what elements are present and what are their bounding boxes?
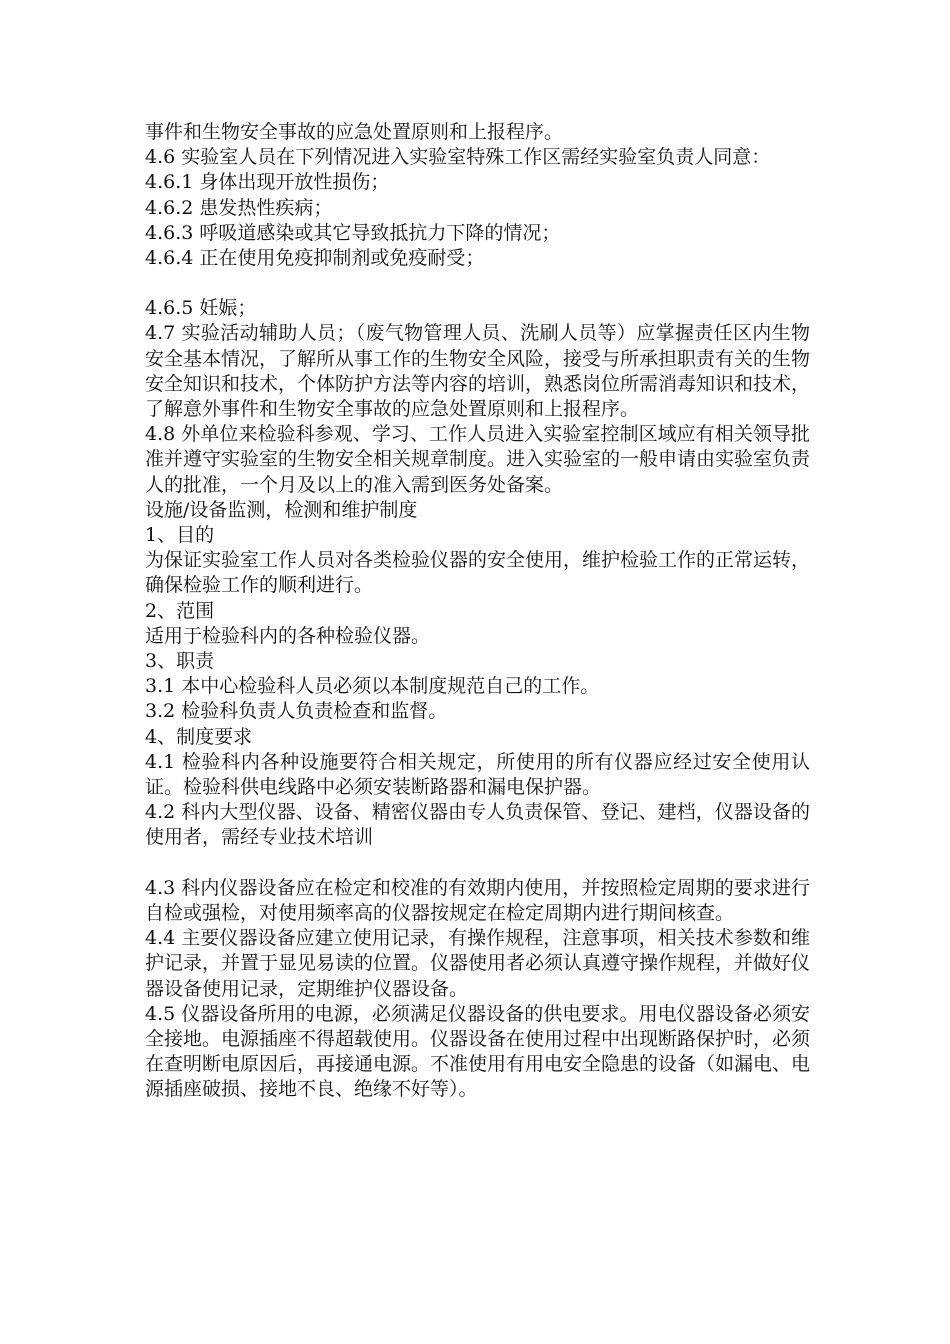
- paragraph: 4.7 实验活动辅助人员；（废气物管理人员、洗刷人员等）应掌握责任区内生物安全基本情况，了解所从事工作的生物安全风险，接受与所承担职责有关的生物安全知识和技术，个体防护方法等内容的培训，熟悉岗位所需消毒知识和技术，了解意外事件和生物安全事故的应急处置原则和上报程序。: [145, 322, 811, 421]
- paragraph: 事件和生物安全事故的应急处置原则和上报程序。: [145, 121, 564, 143]
- paragraph: 4.1 检验科内各种设施要符合相关规定，所使用的所有仪器应经过安全使用认证。检验科供电线路中必须安装断路器和漏电保护器。: [145, 750, 810, 799]
- paragraph: 4.6.4 正在使用免疫抑制剂或免疫耐受；: [145, 247, 485, 270]
- paragraph: 3.2 检验科负责人负责检查和监督。: [145, 700, 448, 723]
- paragraph: 4.6.5 妊娠；: [145, 297, 257, 320]
- document-page: [145, 120, 810, 1103]
- blank-line: [145, 271, 810, 296]
- paragraph: 4.6 实验室人员在下列情况进入实验室特殊工作区需经实验室负责人同意：: [145, 146, 771, 169]
- paragraph: 4.4 主要仪器设备应建立使用记录，有操作规程，注意事项，相关技术参数和维护记录，并置于显见易读的位置。仪器使用者必须认真遵守操作规程，并做好仪器设备使用记录，定期维护仪器设备。: [145, 927, 811, 1000]
- paragraph: 4.3 科内仪器设备应在检定和校准的有效期内使用，并按照检定周期的要求进行自检或强检，对使用频率高的仪器按规定在检定周期内进行期间核查。: [145, 876, 810, 924]
- paragraph: 4、制度要求: [145, 725, 253, 748]
- paragraph: 为保证实验室工作人员对各类检验仪器的安全使用，维护检验工作的正常运转，确保检验工作的顺利进行。: [145, 549, 811, 597]
- paragraph: 设施/设备监测，检测和维护制度: [145, 498, 418, 521]
- blank-line: [145, 851, 810, 876]
- paragraph: 适用于检验科内的各种检验仪器。: [145, 624, 431, 647]
- paragraph: 4.8 外单位来检验科参观、学习、工作人员进入实验室控制区域应有相关领导批准并遵守实验室的生物安全相关规章制度。进入实验室的一般申请由实验室负责人的批准，一个月及以上的准入需到医务处备案。: [145, 423, 811, 496]
- paragraph: 4.2 科内大型仪器、设备、精密仪器由专人负责保管、登记、建档，仪器设备的使用者，需经专业技术培训: [145, 801, 810, 849]
- paragraph: 3、职责: [145, 650, 215, 673]
- paragraph: 4.5 仪器设备所用的电源，必须满足仪器设备的供电要求。用电仪器设备必须安全接地。电源插座不得超载使用。仪器设备在使用过程中出现断路保护时，必须在查明断电原因后，再接通电源。不准使用有用电安全隐患的设备（如漏电、电源插座破损、接地不良、绝缘不好等）。: [145, 1002, 811, 1101]
- paragraph: 4.6.2 患发热性疾病；: [145, 196, 333, 219]
- paragraph: 2、范围: [145, 599, 215, 622]
- paragraph: 4.6.3 呼吸道感染或其它导致抵抗力下降的情况；: [145, 221, 561, 244]
- paragraph: 1、目的: [145, 524, 215, 547]
- paragraph: 4.6.1 身体出现开放性损伤；: [145, 171, 390, 194]
- paragraph: 3.1 本中心检验科人员必须以本制度规范自己的工作。: [145, 675, 600, 698]
